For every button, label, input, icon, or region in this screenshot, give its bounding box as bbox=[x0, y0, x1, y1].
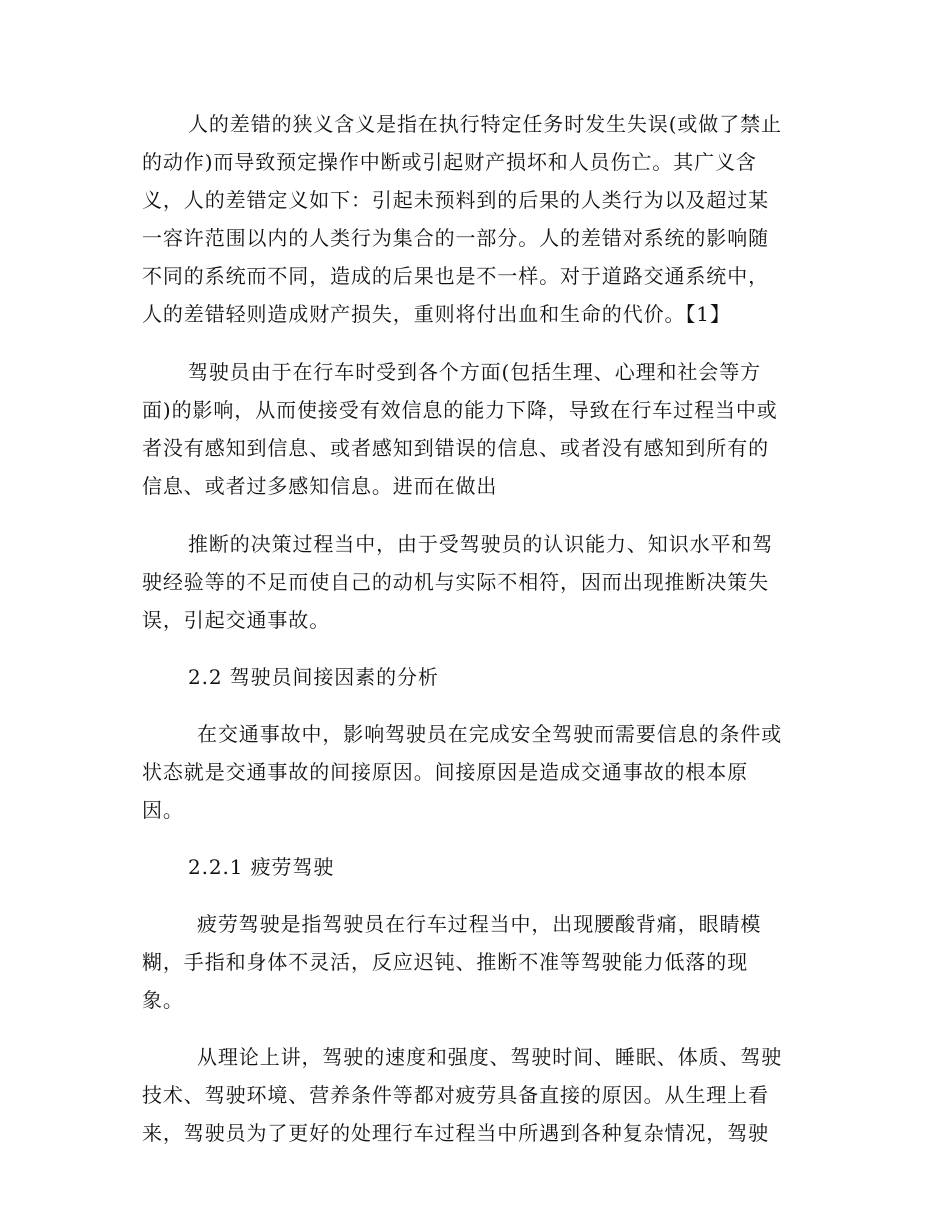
text-line: 技术、驾驶环境、营养条件等都对疲劳具备直接的原因。从生理上看 bbox=[142, 1083, 769, 1107]
text-line: 从理论上讲，驾驶的速度和强度、驾驶时间、睡眠、体质、驾驶 bbox=[197, 1045, 783, 1069]
text-line: 象。 bbox=[142, 988, 184, 1012]
text-line: 糊，手指和身体不灵活，反应迟钝、推断不准等驾驶能力低落的现 bbox=[142, 950, 749, 974]
text-line: 误，引起交通事故。 bbox=[142, 608, 331, 632]
text-line: 疲劳驾驶是指驾驶员在行车过程当中，出现腰酸背痛，眼睛模 bbox=[197, 912, 762, 936]
text-line: 状态就是交通事故的间接原因。间接原因是造成交通事故的根本原 bbox=[142, 760, 749, 784]
text-line: 人的差错轻则造成财产损失，重则将付出血和生命的代价。【1】 bbox=[142, 302, 731, 326]
section-heading: 2.2 驾驶员间接因素的分析 bbox=[188, 665, 439, 689]
text-line: 驶经验等的不足而使自己的动机与实际不相符，因而出现推断决策失 bbox=[142, 570, 769, 594]
text-line: 的动作)而导致预定操作中断或引起财产损坏和人员伤亡。其广义含 bbox=[142, 150, 757, 174]
text-line: 信息、或者过多感知信息。进而在做出 bbox=[142, 474, 498, 498]
text-line: 来，驾驶员为了更好的处理行车过程当中所遇到各种复杂情况，驾驶 bbox=[142, 1121, 769, 1145]
text-line: 在交通事故中，影响驾驶员在完成安全驾驶而需要信息的条件或 bbox=[197, 722, 783, 746]
text-line: 一容许范围以内的人类行为集合的一部分。人的差错对系统的影响随 bbox=[142, 226, 769, 250]
text-line: 推断的决策过程当中，由于受驾驶员的认识能力、知识水平和驾 bbox=[188, 532, 774, 556]
text-line: 义，人的差错定义如下：引起未预料到的后果的人类行为以及超过某 bbox=[142, 188, 769, 212]
text-line: 因。 bbox=[142, 798, 184, 822]
text-line: 面)的影响，从而使接受有效信息的能力下降，导致在行车过程当中或 bbox=[142, 398, 778, 422]
subsection-heading: 2.2.1 疲劳驾驶 bbox=[188, 855, 335, 879]
text-line: 人的差错的狭义含义是指在执行特定任务时发生失误(或做了禁止 bbox=[188, 112, 782, 136]
text-line: 不同的系统而不同，造成的后果也是不一样。对于道路交通系统中， bbox=[142, 264, 769, 288]
text-line: 者没有感知到信息、或者感知到错误的信息、或者没有感知到所有的 bbox=[142, 436, 769, 460]
text-line: 驾驶员由于在行车时受到各个方面(包括生理、心理和社会等方 bbox=[188, 360, 762, 384]
